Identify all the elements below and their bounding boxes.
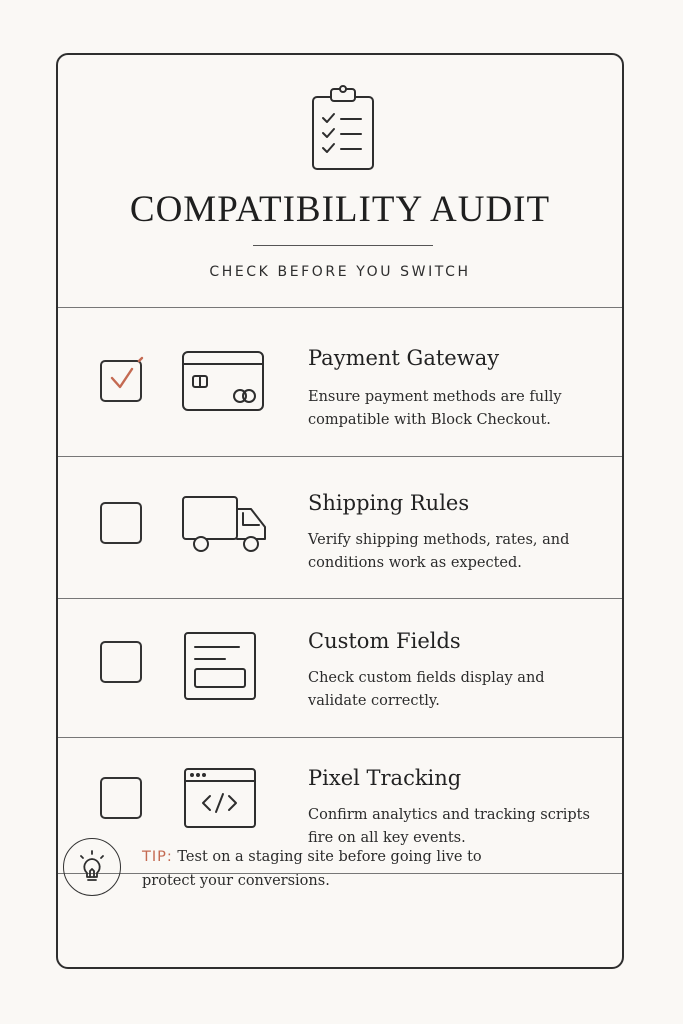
item-description: Verify shipping methods, rates, and conditions work as expected.	[308, 532, 570, 571]
item-description: Check custom fields display and validate correctly.	[308, 670, 545, 709]
title-underline	[253, 245, 433, 246]
item-description: Confirm analytics and tracking scripts fire on all key events.	[308, 807, 590, 846]
checklist-item-payment-gateway	[58, 308, 622, 456]
page-subtitle: CHECK BEFORE YOU SWITCH	[209, 264, 471, 280]
page-title: COMPATIBILITY AUDIT	[129, 189, 551, 230]
checkbox-pixel-tracking[interactable]	[100, 777, 142, 819]
item-title: Shipping Rules	[308, 491, 470, 515]
item-title: Pixel Tracking	[308, 766, 462, 790]
tip-message: Test on a staging site before going live to protect your conversions.	[142, 849, 482, 889]
tip-label: TIP:	[142, 849, 173, 865]
checkmark-icon	[106, 354, 146, 394]
code-window-icon	[183, 767, 257, 833]
checklist-item-custom-fields	[58, 599, 622, 737]
item-title: Payment Gateway	[308, 346, 500, 370]
checkbox-payment-gateway[interactable]	[100, 360, 142, 402]
clipboard-checklist-icon	[311, 85, 375, 171]
card-header	[58, 55, 622, 308]
truck-icon	[181, 495, 267, 557]
checkbox-shipping-rules[interactable]	[100, 502, 142, 544]
lightbulb-icon	[63, 838, 121, 896]
tip-text	[142, 845, 502, 893]
checklist-item-shipping-rules	[58, 457, 622, 598]
audit-card	[56, 53, 624, 969]
credit-card-icon	[181, 350, 265, 416]
checkbox-custom-fields[interactable]	[100, 641, 142, 683]
item-description: Ensure payment methods are fully compatible with Block Checkout.	[308, 389, 562, 428]
form-fields-icon	[183, 631, 257, 705]
item-title: Custom Fields	[308, 629, 461, 653]
